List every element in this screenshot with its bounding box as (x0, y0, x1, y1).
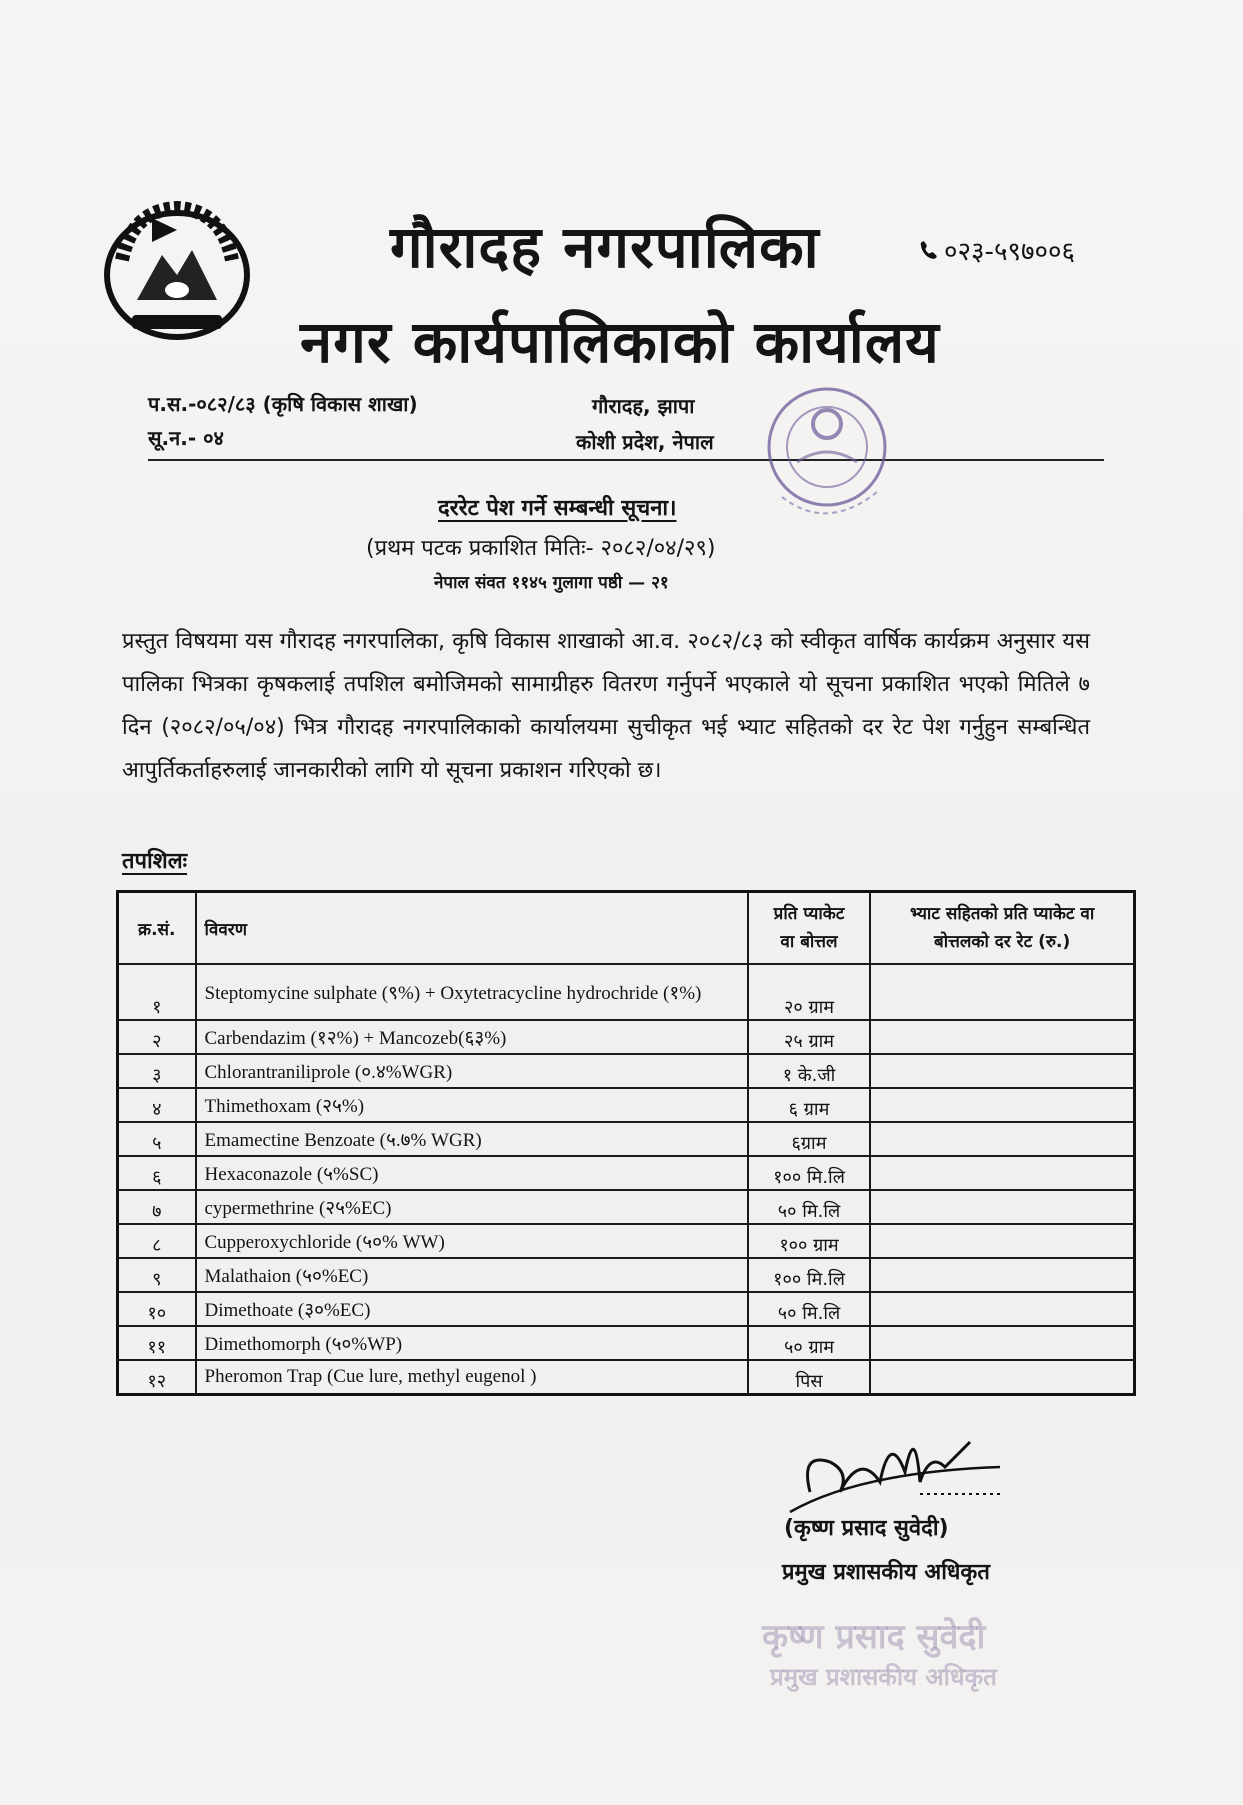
header-unit-line1: प्रति प्याकेट (773, 904, 845, 924)
row-description: Emamectine Benzoate (५.७% WGR) (196, 1122, 748, 1156)
address-line-2: कोशी प्रदेश, नेपाल (576, 430, 714, 454)
row-qty: ६ग्राम (748, 1122, 871, 1156)
nepal-emblem-icon (92, 190, 262, 350)
table-row (118, 1054, 1135, 1088)
table-row (118, 1020, 1135, 1054)
row-rate-blank[interactable] (870, 1258, 1134, 1292)
row-rate-blank[interactable] (870, 964, 1134, 1020)
row-qty: १०० मि.लि (748, 1258, 871, 1292)
table-row (118, 1190, 1135, 1224)
row-qty: ५० ग्राम (748, 1326, 871, 1360)
row-description: Dimethoate (३०%EC) (196, 1292, 748, 1326)
row-description: Hexaconazole (५%SC) (196, 1156, 748, 1190)
signature-icon (770, 1412, 1020, 1522)
table-row (118, 1122, 1135, 1156)
row-qty: २० ग्राम (748, 964, 871, 1020)
phone-text: ०२३-५९७००६ (944, 237, 1076, 267)
row-rate-blank[interactable] (870, 1088, 1134, 1122)
row-description: Thimethoxam (२५%) (196, 1088, 748, 1122)
row-description: Cupperoxychloride (५०% WW) (196, 1224, 748, 1258)
row-description: cypermethrine (२५%EC) (196, 1190, 748, 1224)
row-sn: १२ (118, 1360, 196, 1395)
row-qty: ६ ग्राम (748, 1088, 871, 1122)
table-row (118, 1088, 1135, 1122)
row-sn: १ (118, 964, 196, 1020)
office-title: नगर कार्यपालिकाको कार्यालय (300, 308, 940, 376)
table-row (118, 1360, 1135, 1395)
notice-subject: दररेट पेश गर्ने सम्बन्धी सूचना। (438, 496, 677, 521)
row-qty: २५ ग्राम (748, 1020, 871, 1054)
row-description: Steptomycine sulphate (९%) + Oxytetracycline hydrochride (१%) (196, 964, 748, 1020)
municipality-title: गौरादह नगरपालिका (390, 213, 820, 281)
notice-body: प्रस्तुत विषयमा यस गौरादह नगरपालिका, कृषि विकास शाखाको आ.व. २०८२/८३ को स्वीकृत वार्षिक कार्यक्रम अनुसार यस पालिका भित्रका कृषकलाई तपशिल बमोजिमको सामाग्रीहरु वितरण गर्नुपर्ने भएकाले यो सूचना प्रकाशित भएको मितिले ७ दिन (२०८२/०५/०४) भित्र गौरादह नगरपालिकाको कार्यालयमा सुचीकृत भई भ्याट सहितको दर रेट पेश गर्नुहुन सम्बन्धित आपुर्तिकर्ताहरुलाई जानकारीको लागि यो सूचना प्रकाशन गरिएको छ। (122, 629, 1090, 783)
table-row (118, 1326, 1135, 1360)
row-qty: ५० मि.लि (748, 1190, 871, 1224)
table-row (118, 1224, 1135, 1258)
row-description: Chlorantraniliprole (०.४%WGR) (196, 1054, 748, 1088)
row-description: Dimethomorph (५०%WP) (196, 1326, 748, 1360)
table-row (118, 1258, 1135, 1292)
row-rate-blank[interactable] (870, 1190, 1134, 1224)
signatory-title: प्रमुख प्रशासकीय अधिकृत (782, 1560, 990, 1585)
stamp-name-faint: कृष्ण प्रसाद सुवेदी (762, 1617, 986, 1657)
row-description: Carbendazim (१२%) + Mancozeb(६३%) (196, 1020, 748, 1054)
row-rate-blank[interactable] (870, 1054, 1134, 1088)
table-row (118, 1156, 1135, 1190)
row-sn: ६ (118, 1156, 196, 1190)
row-sn: ३ (118, 1054, 196, 1088)
header-rate-line2: बोत्तलको दर रेट (रु.) (934, 932, 1071, 952)
header-divider (148, 459, 1104, 461)
row-sn: ४ (118, 1088, 196, 1122)
table-row (118, 1292, 1135, 1326)
address-line-1: गौरादह, झापा (592, 394, 695, 418)
row-sn: ११ (118, 1326, 196, 1360)
row-sn: २ (118, 1020, 196, 1054)
stamp-title-faint: प्रमुख प्रशासकीय अधिकृत (770, 1663, 997, 1691)
office-stamp-icon (742, 372, 912, 542)
row-rate-blank[interactable] (870, 1156, 1134, 1190)
row-qty: १०० मि.लि (748, 1156, 871, 1190)
header-sn: क्र.सं. (118, 892, 196, 965)
row-description: Malathaion (५०%EC) (196, 1258, 748, 1292)
header-description: विवरण (196, 892, 748, 965)
published-date: (प्रथम पटक प्रकाशित मितिः- २०८२/०४/२९) (366, 536, 716, 561)
header-unit-line2: वा बोत्तल (780, 932, 838, 952)
table-header-row (118, 892, 1135, 965)
signatory-name: (कृष्ण प्रसाद सुवेदी) (784, 1516, 949, 1541)
header-rate-line1: भ्याट सहितको प्रति प्याकेट वा (910, 904, 1095, 924)
header-rate (870, 892, 1134, 965)
reference-number: प.स.-०८२/८३ (कृषि विकास शाखा) (148, 392, 418, 416)
row-sn: ५ (118, 1122, 196, 1156)
row-rate-blank[interactable] (870, 1360, 1134, 1395)
row-description: Pheromon Trap (Cue lure, methyl eugenol ) (196, 1360, 748, 1395)
row-sn: ८ (118, 1224, 196, 1258)
details-label: तपशिलः (122, 849, 188, 874)
row-rate-blank[interactable] (870, 1020, 1134, 1054)
row-rate-blank[interactable] (870, 1326, 1134, 1360)
items-table (116, 890, 1136, 1396)
row-sn: १० (118, 1292, 196, 1326)
header-unit (748, 892, 871, 965)
row-qty: पिस (748, 1360, 871, 1395)
phone-number (918, 232, 1075, 268)
row-rate-blank[interactable] (870, 1122, 1134, 1156)
row-qty: ५० मि.लि (748, 1292, 871, 1326)
row-rate-blank[interactable] (870, 1292, 1134, 1326)
row-sn: ९ (118, 1258, 196, 1292)
phone-icon (918, 239, 940, 261)
row-rate-blank[interactable] (870, 1224, 1134, 1258)
row-qty: १ के.जी (748, 1054, 871, 1088)
row-qty: १०० ग्राम (748, 1224, 871, 1258)
row-sn: ७ (118, 1190, 196, 1224)
table-row (118, 964, 1135, 1020)
notice-number: सू.न.- ०४ (148, 426, 224, 450)
nepal-sambat-date: नेपाल संवत ११४५ गुलागा पष्ठी — २१ (434, 573, 669, 593)
